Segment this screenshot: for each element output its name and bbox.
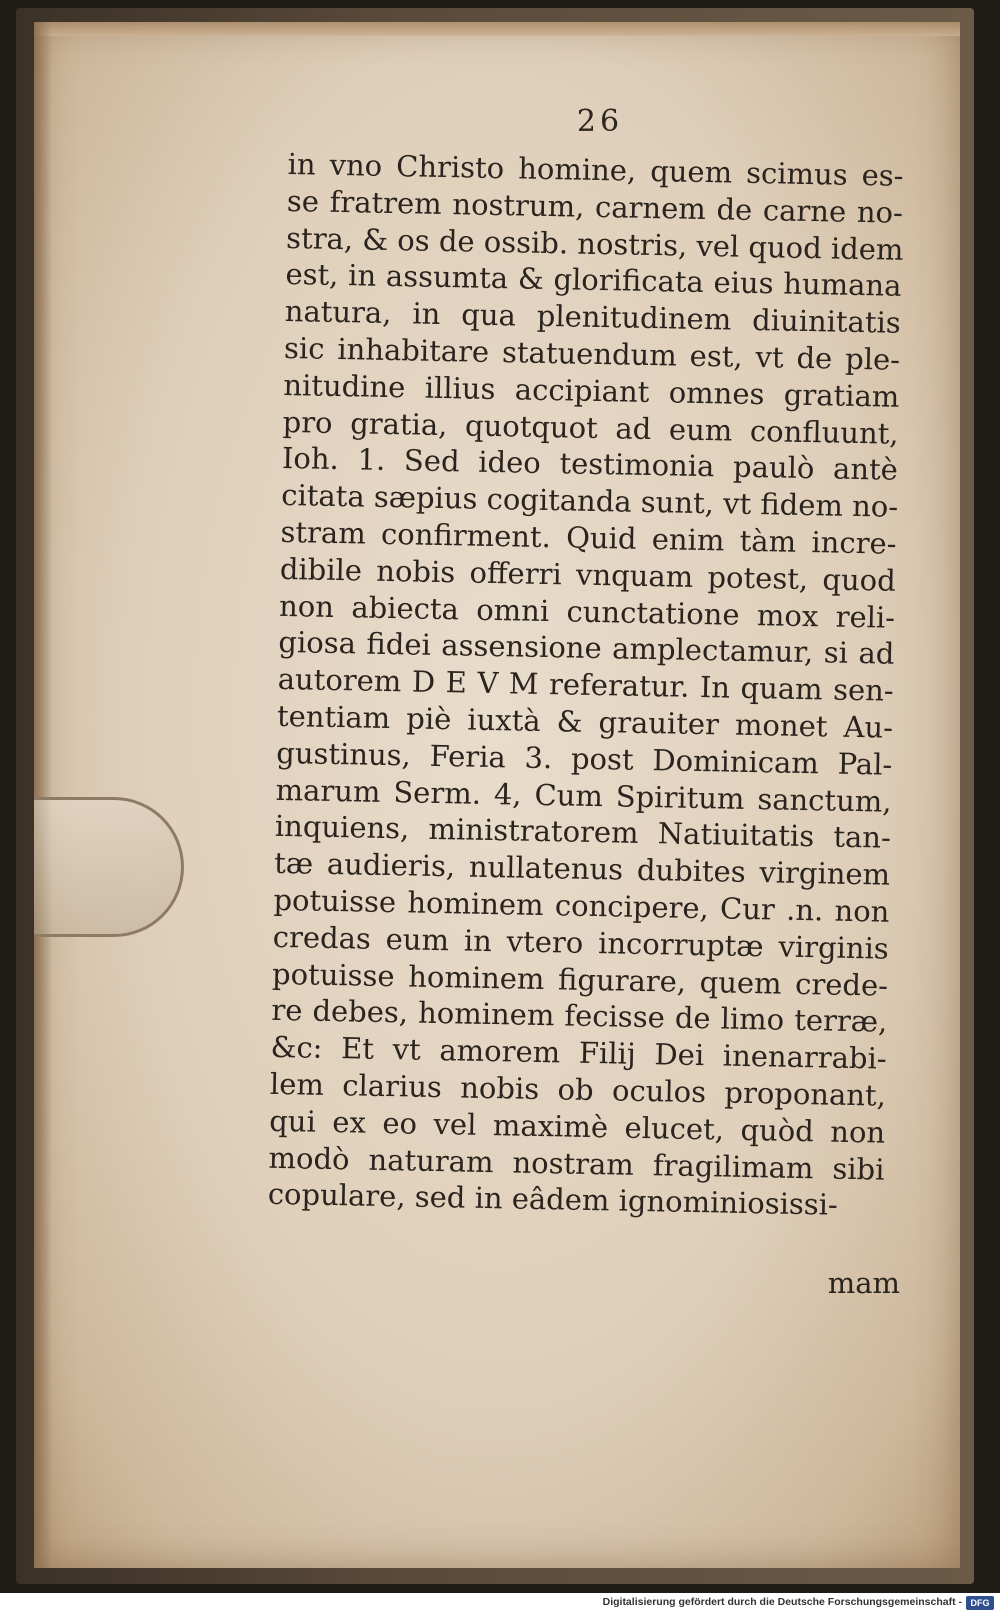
page-number: 26 xyxy=(576,104,624,139)
text-line: autorem D E V M referatur. In quam sen- xyxy=(277,662,894,708)
funding-credit: Digitalisierung gefördert durch die Deutsche Forschungsgemeinschaft - xyxy=(602,1596,962,1608)
text-line: nitudine illius accipiant omnes gratiam xyxy=(283,367,900,414)
page-top-edge xyxy=(34,22,960,36)
text-line: tæ audieris, nullatenus dubites virginem xyxy=(273,846,891,892)
text-line: copulare, sed in eâdem ignominiosissi- xyxy=(267,1177,839,1223)
text-line: lem clarius nobis ob oculos proponant, xyxy=(269,1066,887,1113)
text-line: stra, & os de ossib. nostris, vel quod idem xyxy=(285,220,904,267)
text-line: &c: Et vt amorem Filij Dei inenarrabi- xyxy=(270,1029,887,1076)
text-line: est, in assumta & glorificata eius humana xyxy=(285,257,902,304)
text-line: sic inhabitare statuendum est, vt de ple- xyxy=(283,330,901,377)
text-line: re debes, hominem fecisse de limo terræ, xyxy=(271,993,888,1039)
text-line: gustinus, Feria 3. post Dominicam Pal- xyxy=(276,735,893,782)
text-line: giosa fidei assensione amplectamur, si ad xyxy=(278,625,895,672)
text-line: in vno Christo homine, quem scimus es- xyxy=(287,146,904,193)
text-line: non abiecta omni cunctatione mox reli- xyxy=(278,588,896,635)
text-line: potuisse hominem figurare, quem crede- xyxy=(271,956,889,1003)
text-line: se fratrem nostrum, carnem de carne no- xyxy=(286,183,904,230)
text-line: pro gratia, quotquot ad eum confluunt, xyxy=(282,404,899,451)
text-line: marum Serm. 4, Cum Spiritum sanctum, xyxy=(275,772,892,819)
text-line: potuisse hominem concipere, Cur .n. non xyxy=(273,882,890,929)
page-clip xyxy=(34,797,184,937)
text-line: credas eum in vtero incorruptæ virginis xyxy=(272,919,890,966)
text-line: natura, in qua plenitudinem diuinitatis xyxy=(284,294,902,340)
text-line: citata sæpius cogitanda sunt, vt fidem no- xyxy=(280,478,899,524)
footer-bar xyxy=(0,1593,1000,1617)
text-line: inquiens, ministratorem Natiuitatis tan- xyxy=(274,809,892,856)
catchword: mam xyxy=(827,1266,900,1300)
text-line: stram confirment. Quid enim tàm incre- xyxy=(280,514,897,561)
text-line: tentiam piè iuxtà & grauiter monet Au- xyxy=(276,698,894,745)
dfg-logo: DFG xyxy=(966,1596,994,1610)
text-line: dibile nobis offerri vnquam potest, quod xyxy=(279,551,897,598)
text-line: Ioh. 1. Sed ideo testimonia paulò antè xyxy=(281,441,899,488)
text-line: qui ex eo vel maximè elucet, quòd non xyxy=(268,1103,886,1150)
text-line: modò naturam nostram fragilimam sibi xyxy=(268,1140,885,1187)
page-gutter xyxy=(34,22,52,1568)
body-text xyxy=(268,146,904,1225)
